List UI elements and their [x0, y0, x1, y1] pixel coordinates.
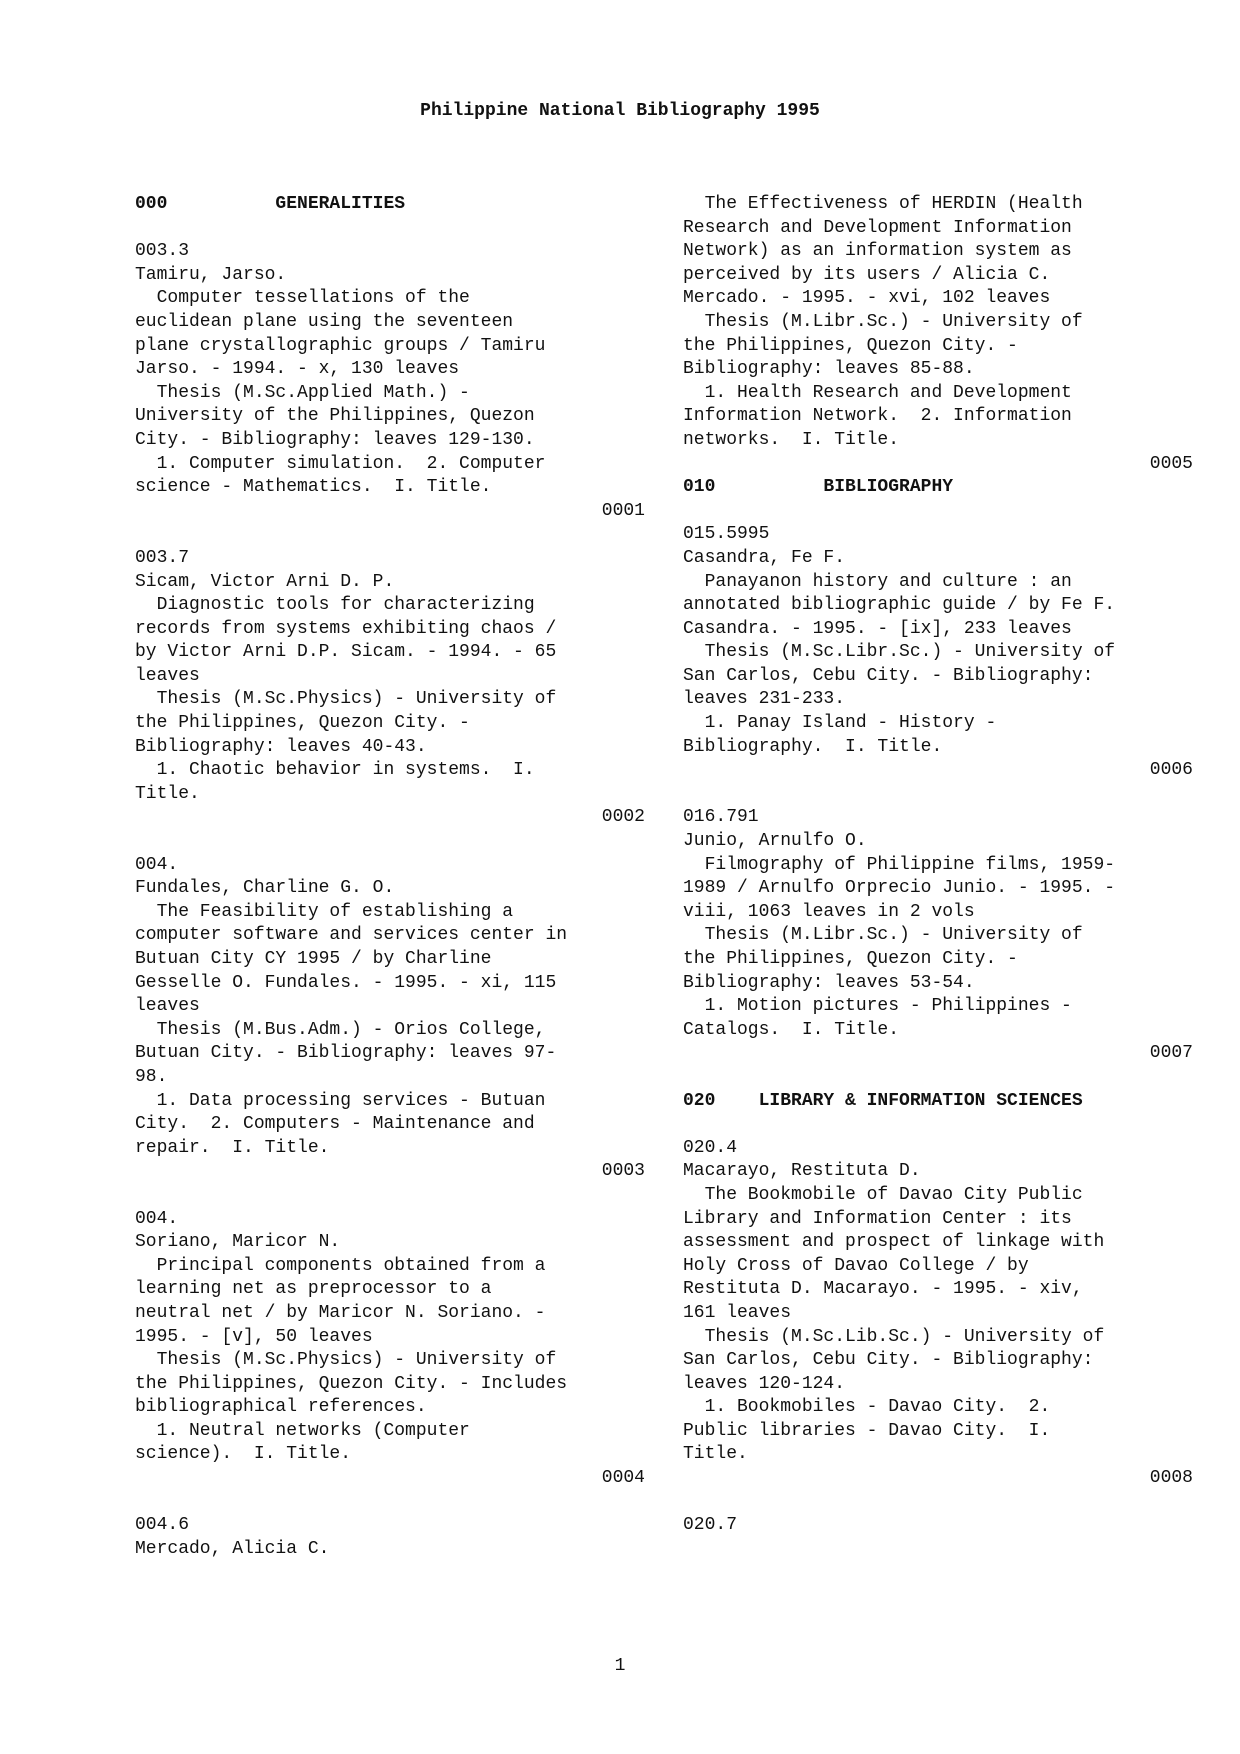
entry-number: 0003: [601, 1161, 645, 1182]
entry-line: science - Mathematics. I. Title.: [135, 477, 492, 498]
entry-line: 020.4: [683, 1137, 738, 1158]
entry-line: euclidean plane using the seventeen: [135, 311, 514, 332]
entry-line: Network) as an information system as: [683, 241, 1072, 262]
entry-line: records from systems exhibiting chaos /: [135, 618, 557, 639]
entry-number: 0007: [1149, 1043, 1193, 1064]
section-heading: 010 BIBLIOGRAPHY: [683, 477, 954, 498]
blank-line: [135, 830, 645, 854]
entry-line: plane crystallographic groups / Tamiru: [135, 335, 546, 356]
entry-line: Title.: [683, 1444, 748, 1465]
section-heading: 000 GENERALITIES: [135, 194, 406, 214]
entry-line: Thesis (M.Libr.Sc.) - University of: [683, 925, 1083, 946]
entry-line: the Philippines, Quezon City. -: [135, 713, 470, 734]
entry-line: the Philippines, Quezon City. -: [683, 949, 1018, 969]
entry-line: Bibliography: leaves 53-54.: [683, 972, 975, 993]
blank-line: [135, 1184, 645, 1208]
entry-number: 0008: [1149, 1468, 1193, 1489]
entry-line: 1. Motion pictures - Philippines -: [683, 996, 1072, 1017]
entry-line: Thesis (M.Sc.Physics) - University of: [135, 689, 557, 710]
entry-line: Panayanon history and culture : an: [683, 571, 1072, 592]
entry-line: Mercado, Alicia C.: [135, 1538, 330, 1559]
entry-line: repair. I. Title.: [135, 1137, 330, 1158]
entry-line: Bibliography. I. Title.: [683, 736, 943, 757]
blank-line: [683, 500, 1193, 524]
entry-line: Library and Information Center : its: [683, 1208, 1072, 1229]
entry-line: leaves 120-124.: [683, 1373, 846, 1394]
left-column: [135, 193, 645, 1561]
blank-line: [683, 1113, 1193, 1137]
entry-line: 003.3: [135, 241, 190, 262]
blank-line: [135, 1491, 645, 1515]
entry-line: 015.5995: [683, 524, 770, 545]
entry-line: 003.7: [135, 547, 190, 568]
entry-line: assessment and prospect of linkage with: [683, 1232, 1105, 1253]
entry-line: leaves 231-233.: [683, 689, 846, 710]
entry-line: Sicam, Victor Arni D. P.: [135, 571, 395, 592]
entry-line: Macarayo, Restituta D.: [683, 1161, 921, 1182]
entry-line: annotated bibliographic guide / by Fe F.: [683, 595, 1116, 616]
entry-line: Principal components obtained from a: [135, 1255, 546, 1276]
blank-line: [135, 523, 645, 547]
entry-line: City. - Bibliography: leaves 129-130.: [135, 429, 535, 450]
entry-line: viii, 1063 leaves in 2 vols: [683, 901, 975, 922]
entry-line: Thesis (M.Sc.Lib.Sc.) - University of: [683, 1326, 1105, 1347]
entry-line: The Feasibility of establishing a: [135, 901, 514, 922]
entry-line: Casandra, Fe F.: [683, 547, 846, 568]
entry-line: Research and Development Information: [683, 217, 1072, 238]
entry-line: Thesis (M.Sc.Applied Math.) -: [135, 382, 470, 403]
entry-line: 98.: [135, 1066, 168, 1087]
entry-line: University of the Philippines, Quezon: [135, 406, 535, 427]
entry-line: 1995. - [v], 50 leaves: [135, 1326, 373, 1347]
entry-line: 1. Data processing services - Butuan: [135, 1090, 546, 1111]
entry-line: learning net as preprocessor to a: [135, 1279, 492, 1300]
entry-line: Soriano, Maricor N.: [135, 1232, 341, 1253]
page-title: Philippine National Bibliography 1995: [420, 101, 820, 121]
entry-line: 020.7: [683, 1515, 738, 1536]
entry-line: 1. Chaotic behavior in systems. I.: [135, 760, 535, 781]
entry-line: Restituta D. Macarayo. - 1995. - xiv,: [683, 1279, 1083, 1300]
entry-line: Jarso. - 1994. - x, 130 leaves: [135, 359, 460, 380]
entry-line: Butuan City CY 1995 / by Charline: [135, 949, 492, 969]
entry-line: Title.: [135, 783, 200, 804]
page-number: 1: [614, 1656, 626, 1676]
entry-line: leaves: [135, 665, 200, 686]
entry-line: 004.6: [135, 1515, 190, 1536]
entry-line: the Philippines, Quezon City. -: [683, 335, 1018, 356]
blank-line: [683, 783, 1193, 807]
entry-line: Thesis (M.Libr.Sc.) - University of: [683, 311, 1083, 332]
entry-line: 004.: [135, 854, 179, 875]
entry-number: 0005: [1149, 453, 1193, 474]
entry-line: networks. I. Title.: [683, 429, 900, 450]
entry-line: the Philippines, Quezon City. - Includes: [135, 1373, 568, 1394]
entry-number: 0006: [1149, 760, 1193, 781]
entry-line: The Effectiveness of HERDIN (Health: [683, 194, 1083, 214]
entry-line: 1. Computer simulation. 2. Computer: [135, 453, 546, 474]
entry-line: The Bookmobile of Davao City Public: [683, 1184, 1083, 1205]
entry-line: computer software and services center in: [135, 925, 568, 946]
entry-number: 0001: [601, 500, 645, 521]
entry-line: Casandra. - 1995. - [ix], 233 leaves: [683, 618, 1072, 639]
entry-number: 0004: [601, 1468, 645, 1489]
entry-line: San Carlos, Cebu City. - Bibliography:: [683, 665, 1094, 686]
entry-number: 0002: [601, 807, 645, 828]
entry-line: science). I. Title.: [135, 1444, 352, 1465]
entry-line: Thesis (M.Sc.Libr.Sc.) - University of: [683, 642, 1116, 663]
entry-line: 1. Panay Island - History -: [683, 713, 997, 734]
entry-line: 004.: [135, 1208, 179, 1229]
entry-line: by Victor Arni D.P. Sicam. - 1994. - 65: [135, 642, 557, 663]
entry-line: 016.791: [683, 807, 759, 828]
entry-line: Diagnostic tools for characterizing: [135, 595, 535, 616]
entry-line: San Carlos, Cebu City. - Bibliography:: [683, 1350, 1094, 1371]
entry-line: perceived by its users / Alicia C.: [683, 264, 1051, 285]
entry-line: Computer tessellations of the: [135, 288, 470, 309]
section-heading: 020 LIBRARY & INFORMATION SCIENCES: [683, 1090, 1083, 1111]
entry-line: Junio, Arnulfo O.: [683, 831, 867, 852]
entry-line: 1989 / Arnulfo Orprecio Junio. - 1995. -: [683, 878, 1116, 899]
entry-line: Butuan City. - Bibliography: leaves 97-: [135, 1043, 557, 1064]
blank-line: [683, 1066, 1193, 1090]
entry-line: Public libraries - Davao City. I.: [683, 1420, 1051, 1441]
entry-line: Thesis (M.Sc.Physics) - University of: [135, 1350, 557, 1371]
entry-line: Bibliography: leaves 85-88.: [683, 359, 975, 380]
entry-line: Filmography of Philippine films, 1959-: [683, 854, 1116, 875]
entry-line: Gesselle O. Fundales. - 1995. - xi, 115: [135, 972, 557, 993]
entry-line: 161 leaves: [683, 1302, 792, 1323]
blank-line: [683, 1491, 1193, 1515]
entry-line: 1. Bookmobiles - Davao City. 2.: [683, 1397, 1051, 1418]
entry-line: bibliographical references.: [135, 1397, 427, 1418]
entry-line: neutral net / by Maricor N. Soriano. -: [135, 1302, 546, 1323]
entry-line: Holy Cross of Davao College / by: [683, 1255, 1029, 1276]
entry-line: Information Network. 2. Information: [683, 406, 1072, 427]
blank-line: [135, 217, 645, 241]
entry-line: 1. Health Research and Development: [683, 382, 1072, 403]
entry-line: City. 2. Computers - Maintenance and: [135, 1114, 535, 1135]
entry-line: 1. Neutral networks (Computer: [135, 1420, 470, 1441]
entry-line: leaves: [135, 996, 200, 1017]
entry-line: Tamiru, Jarso.: [135, 264, 287, 285]
entry-line: Fundales, Charline G. O.: [135, 878, 395, 899]
entry-line: Catalogs. I. Title.: [683, 1019, 900, 1040]
entry-line: Thesis (M.Bus.Adm.) - Orios College,: [135, 1019, 546, 1040]
entry-line: Mercado. - 1995. - xvi, 102 leaves: [683, 288, 1051, 309]
right-column: [683, 193, 1193, 1538]
entry-line: Bibliography: leaves 40-43.: [135, 736, 427, 757]
